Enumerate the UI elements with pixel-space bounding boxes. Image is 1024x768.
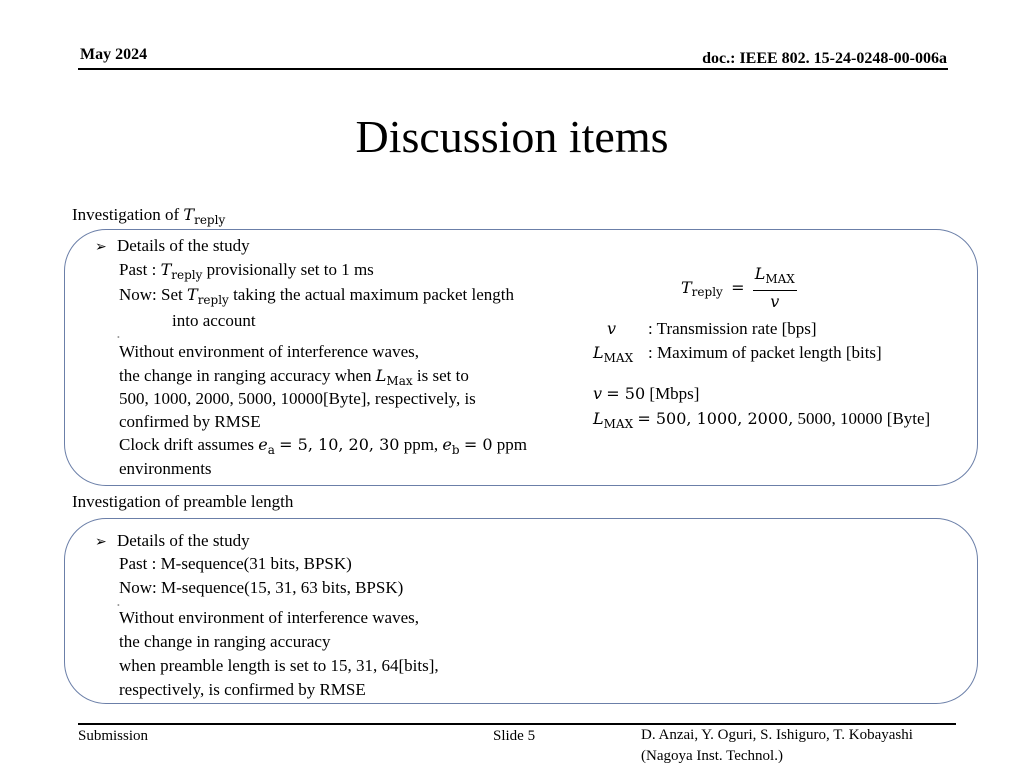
para2-line3: when preamble length is set to 15, 31, 64[bits],: [119, 656, 439, 675]
formula-den-var: v: [770, 292, 780, 311]
def-l-var: L: [593, 343, 604, 362]
s2-past-label: Past :: [119, 554, 157, 573]
para1-line4: confirmed by RMSE: [119, 412, 261, 431]
header-rule: [78, 68, 948, 70]
para2-line1: Without environment of interference waves,: [119, 608, 420, 627]
formula-fraction: [753, 263, 797, 313]
value-v: [593, 382, 699, 407]
para1-line2-b: is set to: [416, 366, 469, 385]
now-var: T: [187, 285, 198, 304]
clock-drift-text: Clock drift assumes: [119, 435, 255, 454]
para2-line4: respectively, is confirmed by RMSE: [119, 680, 366, 699]
footer-submission: Submission: [78, 728, 149, 744]
value-l: [593, 407, 930, 437]
def-l-symbol: [593, 341, 633, 371]
value-l-rest: 5000, 10000 [Byte]: [797, 409, 931, 428]
footer-affiliation: (Nagoya Inst. Technol.): [641, 748, 783, 764]
lmax-var: L: [375, 366, 387, 385]
treply-var: T: [183, 205, 195, 224]
treply-sub: reply: [194, 213, 226, 227]
section2-past: [119, 552, 352, 577]
section1-bullet-title: Details of the study: [116, 236, 250, 255]
now-sub: reply: [197, 293, 229, 307]
para1-line6: environments: [119, 459, 212, 478]
s2-now-label: Now:: [119, 578, 157, 597]
ea-values: = 5, 10, 20, 30: [279, 435, 400, 454]
past-label: Past :: [119, 260, 157, 279]
def-v-desc: : Transmission rate [bps]: [648, 319, 817, 338]
header-date: May 2024: [80, 46, 148, 63]
eb-value: = 0: [463, 435, 493, 454]
header-doc-id: doc.: IEEE 802. 15-24-0248-00-006a: [702, 50, 947, 67]
ea-sub: a: [267, 443, 275, 457]
now-text: taking the actual maximum packet length: [233, 285, 514, 304]
value-l-sub: MAX: [603, 417, 634, 431]
para1-line3: 500, 1000, 2000, 5000, 10000[Byte], respectively, is: [119, 389, 476, 408]
para1-line2-a: the change in ranging accuracy when: [119, 366, 372, 385]
treply-formula: [681, 263, 797, 313]
spacer-dot: •: [117, 333, 120, 342]
section2-bullet-title: Details of the study: [116, 531, 250, 550]
value-v-unit: [Mbps]: [649, 384, 700, 403]
value-l-eq: = 500, 1000, 2000,: [637, 409, 794, 428]
para1-line1: Without environment of interference waves,: [119, 342, 420, 361]
formula-numerator: [753, 263, 797, 291]
arrow-bullet-icon: ➢: [95, 240, 107, 255]
ea-var: e: [258, 435, 268, 454]
formula-eq: =: [731, 277, 745, 297]
section2-now: [119, 576, 403, 601]
now-text-cont: into account: [172, 311, 256, 330]
def-v-symbol: [607, 317, 616, 342]
def-l-desc: : Maximum of packet length [bits]: [648, 343, 882, 362]
eb-var: e: [442, 435, 452, 454]
def-v-var: v: [607, 319, 617, 338]
para2-line2: the change in ranging accuracy: [119, 632, 331, 651]
value-l-var: L: [593, 409, 604, 428]
now-label: Now:: [119, 285, 157, 304]
s2-past-text: M-sequence(31 bits, BPSK): [160, 554, 352, 573]
s2-now-text: M-sequence(15, 31, 63 bits, BPSK): [161, 578, 404, 597]
def-l-sub: MAX: [603, 351, 634, 365]
section2-heading: Investigation of preamble length: [72, 492, 294, 511]
section1-heading: [72, 205, 225, 227]
formula-lhs-var: T: [681, 277, 692, 297]
footer-slide-number: Slide 5: [493, 728, 536, 744]
value-v-eq: = 50: [606, 384, 646, 403]
footer-rule: [78, 723, 956, 725]
footer-authors: D. Anzai, Y. Oguri, S. Ishiguro, T. Kobayashi: [641, 727, 913, 743]
past-var: T: [160, 260, 172, 279]
formula-lhs-sub: reply: [691, 284, 723, 299]
section1-heading-text: Investigation of: [72, 205, 180, 224]
lmax-sub: Max: [386, 374, 413, 388]
arrow-bullet-icon: ➢: [95, 535, 107, 550]
eb-sub: b: [451, 443, 460, 457]
past-sub: reply: [171, 268, 203, 282]
formula-num-sub: MAX: [765, 272, 795, 286]
formula-denominator: [753, 291, 797, 313]
page-title: Discussion items: [355, 111, 669, 162]
formula-num-var: L: [754, 264, 766, 283]
now-prefix: Set: [161, 285, 183, 304]
spacer-dot: •: [117, 601, 120, 610]
ppm-unit-2: ppm: [496, 435, 527, 454]
section1-bullet: [95, 234, 250, 261]
past-text: provisionally set to 1 ms: [206, 260, 374, 279]
value-v-var: v: [593, 384, 603, 403]
ppm-unit-1: ppm,: [403, 435, 439, 454]
